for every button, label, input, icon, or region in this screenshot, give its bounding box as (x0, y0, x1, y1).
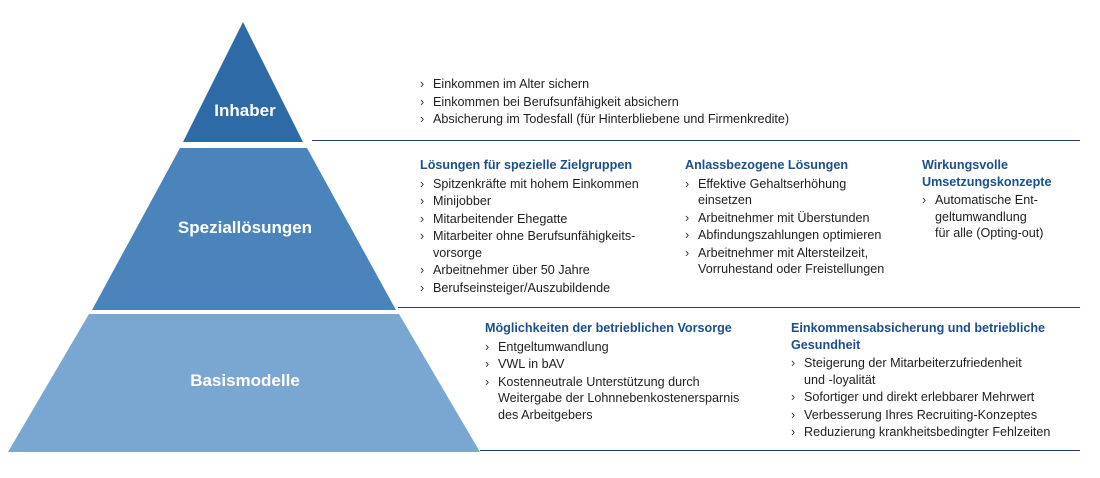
vorsorge-list (485, 339, 780, 424)
list-item: › Kostenneutrale Unterstützung durch Weitergabe der Lohnnebenkostenersparnis des Arbeitgebers (485, 374, 780, 424)
zielgruppen-column (420, 157, 670, 297)
inhaber-column (420, 76, 1060, 129)
list-item: › Minijobber (420, 193, 670, 210)
list-item: › Mitarbeitender Ehegatte (420, 211, 670, 228)
einkommensabsicherung-column (791, 320, 1081, 442)
list-item: › Steigerung der Mitarbeiterzufriedenheit und -loyalität (791, 355, 1081, 388)
divider-basismodelle (480, 450, 1080, 451)
list-item: › Effektive Gehaltserhöhung einsetzen (685, 176, 910, 209)
list-item: › Berufseinsteiger/Auszubildende (420, 280, 670, 297)
list-item: › Arbeitnehmer mit Altersteilzeit, Vorruhestand oder Freistellungen (685, 245, 910, 278)
list-item: › Absicherung im Todesfall (für Hinterbliebene und Firmenkredite) (420, 111, 1060, 128)
list-item: › Verbesserung Ihres Recruiting-Konzeptes (791, 407, 1081, 424)
list-item: › Einkommen bei Berufsunfähigkeit absichern (420, 94, 1060, 111)
vorsorge-column (485, 320, 780, 424)
pyramid-tier-inhaber (183, 22, 303, 142)
column-heading: Einkommensabsicherung und betriebliche Gesundheit (791, 321, 1046, 352)
tier-label-speziallosungen: Speziallösungen (177, 218, 313, 237)
divider-speziallosungen (398, 307, 1080, 308)
list-item: › Automatische Ent- geltumwandlung für alle (Opting-out) (922, 192, 1082, 242)
einkommensabsicherung-list (791, 355, 1081, 441)
list-item: › Mitarbeiter ohne Berufsunfähigkeits- vorsorge (420, 228, 670, 261)
tier-label-inhaber: Inhaber (214, 101, 276, 120)
tier-label-basismodelle: Basismodelle (190, 371, 300, 390)
column-heading: Lösungen für spezielle Zielgruppen (420, 158, 633, 172)
list-item: › Sofortiger und direkt erlebbarer Mehrwert (791, 389, 1081, 406)
umsetzungskonzepte-column (922, 157, 1082, 243)
list-item: › Einkommen im Alter sichern (420, 76, 1060, 93)
list-item: › Arbeitnehmer mit Überstunden (685, 210, 910, 227)
column-heading: Möglichkeiten der betrieblichen Vorsorge (485, 321, 732, 335)
list-item: › Spitzenkräfte mit hohem Einkommen (420, 176, 670, 193)
umsetzungskonzepte-list (922, 192, 1082, 242)
list-item: › Arbeitnehmer über 50 Jahre (420, 262, 670, 279)
list-item: › Reduzierung krankheitsbedingter Fehlzeiten (791, 424, 1081, 441)
list-item: › VWL in bAV (485, 356, 780, 373)
divider-inhaber (312, 140, 1080, 141)
list-item: › Entgeltumwandlung (485, 339, 780, 356)
list-item: › Abfindungszahlungen optimieren (685, 227, 910, 244)
zielgruppen-list (420, 176, 670, 297)
column-heading: Anlassbezogene Lösungen (685, 158, 849, 172)
anlassbezogen-column (685, 157, 910, 279)
column-heading: Wirkungsvolle Umsetzungskonzepte (922, 158, 1052, 189)
inhaber-list (420, 76, 1060, 128)
anlassbezogen-list (685, 176, 910, 278)
